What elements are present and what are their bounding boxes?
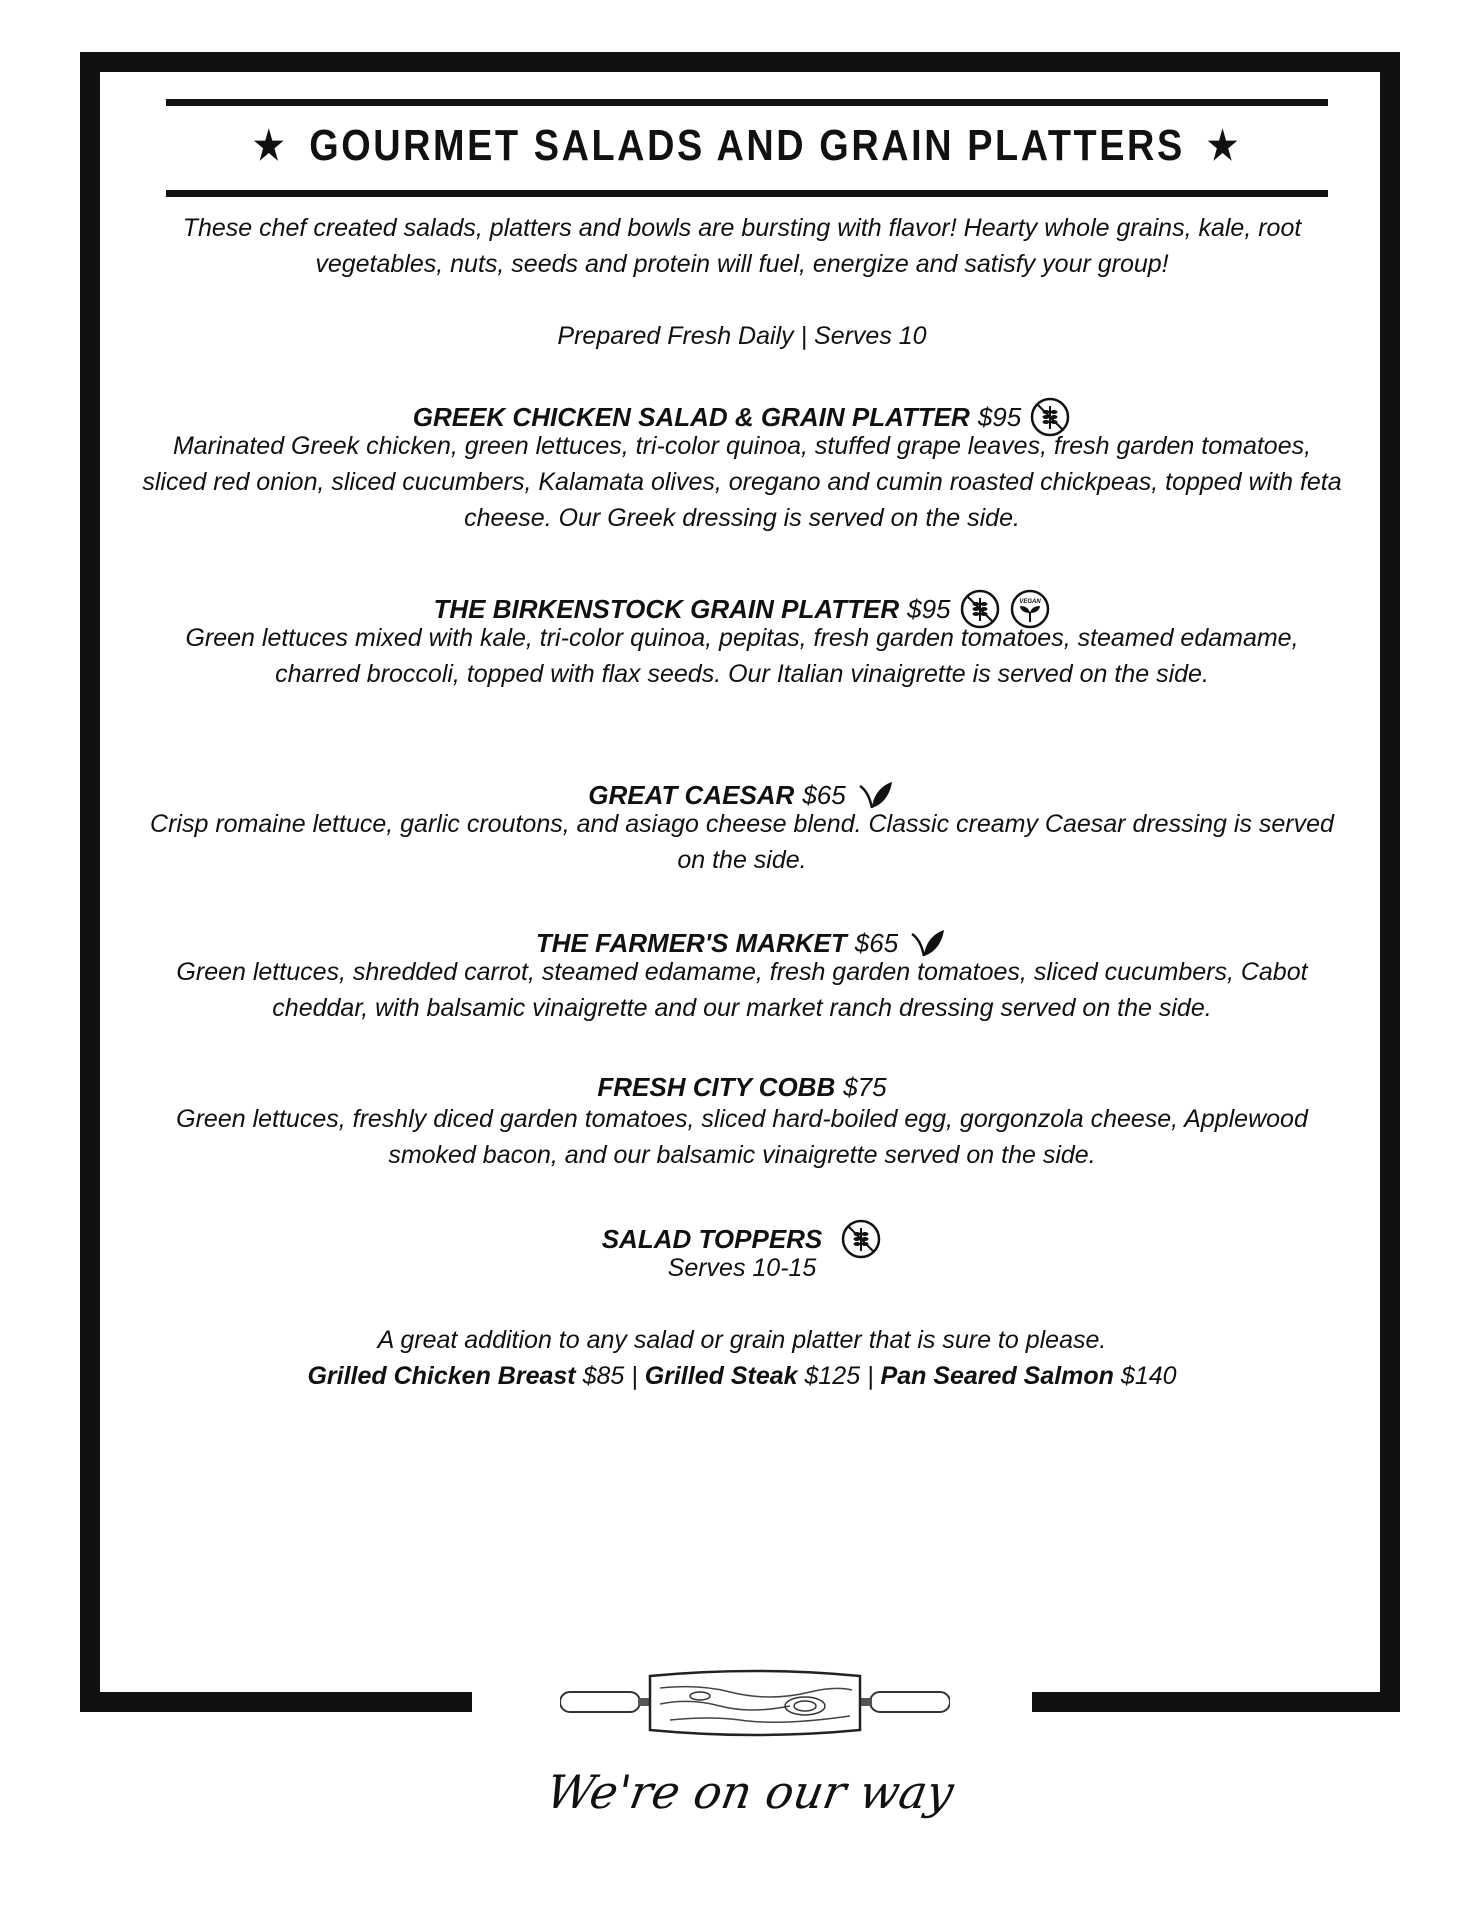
menu-item-description: Marinated Greek chicken, green lettuces, tri-color quinoa, stuffed grape leaves, fresh garden tomatoes, sliced red onion, sliced cucumbers, Kalamata olives, oregano and cumin roasted chickpeas, topped with feta cheese. Our Greek dressing is served on the side. — [142, 432, 1342, 532]
frame-bottom-right — [1032, 1692, 1400, 1712]
frame-bottom-left — [80, 1692, 472, 1712]
separator: | — [631, 1362, 638, 1390]
topper-option-price: $125 — [804, 1362, 861, 1390]
menu-item-name: THE FARMER'S MARKET — [535, 928, 847, 958]
page-title-text: GOURMET SALADS AND GRAIN PLATTERS — [309, 121, 1185, 170]
menu-item-price: $95 — [977, 402, 1022, 432]
topper-option-name: Grilled Chicken Breast — [307, 1362, 576, 1390]
frame-left — [80, 52, 100, 1712]
menu-item-name: GREEK CHICKEN SALAD & GRAIN PLATTER — [412, 402, 970, 432]
topper-option-price: $140 — [1120, 1362, 1177, 1390]
topper-option-name: Grilled Steak — [644, 1362, 798, 1390]
menu-item-heading — [130, 1069, 1354, 1105]
header-rule-bottom — [166, 190, 1328, 197]
header-rule-top — [166, 99, 1328, 106]
menu-item-price: $65 — [854, 928, 899, 958]
svg-text:VEGAN: VEGAN — [1018, 599, 1041, 605]
page-title — [247, 116, 1246, 176]
rolling-pin-icon — [560, 1658, 950, 1748]
toppers-description: A great addition to any salad or grain platter that is sure to please. — [377, 1326, 1107, 1354]
frame-right — [1380, 52, 1400, 1712]
toppers-name: SALAD TOPPERS — [601, 1224, 823, 1254]
topper-option-name: Pan Seared Salmon — [880, 1362, 1114, 1390]
star-icon: ★ — [1207, 124, 1241, 168]
menu-item-price: $95 — [907, 594, 951, 624]
separator: | — [867, 1362, 874, 1390]
star-icon: ★ — [253, 124, 287, 168]
serving-info: Prepared Fresh Daily | Serves 10 — [557, 322, 927, 350]
menu-item-description: Green lettuces, shredded carrot, steamed edamame, fresh garden tomatoes, sliced cucumbers, Cabot cheddar, with balsamic vinaigrette and our market ranch dressing served on the side. — [176, 958, 1308, 1022]
menu-item-name: GREAT CAESAR — [588, 780, 795, 810]
intro-text: These chef created salads, platters and bowls are bursting with flavor! Hearty whole grains, kale, root vegetables, nuts, seeds and protein will fuel, energize and satisfy your group! — [182, 214, 1302, 278]
menu-item-name: THE BIRKENSTOCK GRAIN PLATTER — [433, 594, 900, 624]
menu-item-price: $65 — [802, 780, 846, 810]
menu-item-name: FRESH CITY COBB — [597, 1072, 836, 1102]
menu-item-price: $75 — [843, 1072, 887, 1102]
footer-tagline: We're on our way — [542, 1765, 958, 1819]
topper-option-price: $85 — [582, 1362, 625, 1390]
toppers-serves: Serves 10-15 — [667, 1254, 817, 1282]
menu-item-description: Green lettuces, freshly diced garden tomatoes, sliced hard-boiled egg, gorgonzola cheese, Applewood smoked bacon, and our balsamic vinaigrette served on the side. — [176, 1105, 1308, 1169]
toppers-options — [130, 1358, 1354, 1394]
menu-item-description: Green lettuces mixed with kale, tri-color quinoa, pepitas, fresh garden tomatoes, steamed edamame, charred broccoli, topped with flax seeds. Our Italian vinaigrette is served on the side. — [185, 624, 1299, 688]
menu-item-description: Crisp romaine lettuce, garlic croutons, and asiago cheese blend. Classic creamy Caesar dressing is served on the side. — [150, 810, 1334, 874]
frame-top — [80, 52, 1400, 72]
